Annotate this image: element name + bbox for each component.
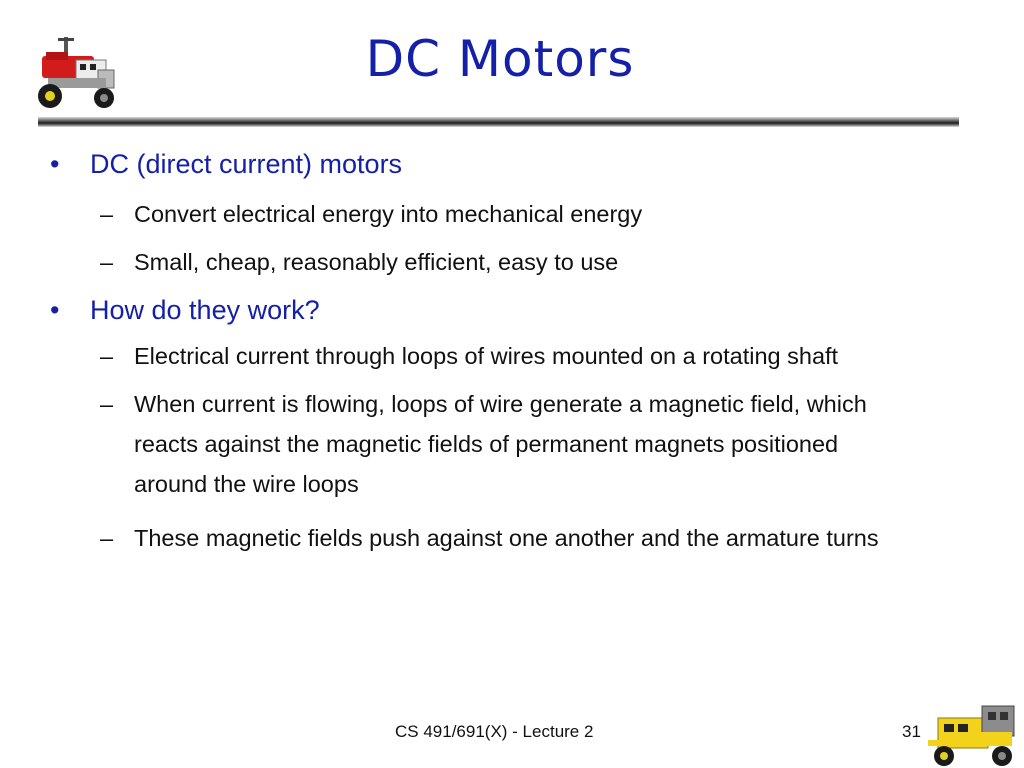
sub-bullet-item [50,518,970,558]
bullet-dot: • [50,149,60,179]
sub-bullet-dash: – [100,391,114,417]
page-number: 31 [902,722,921,741]
sub-bullet-dash: – [100,525,114,551]
sub-bullet-text: Small, cheap, reasonably efficient, easy to use [134,249,619,275]
sub-bullet-dash: – [100,343,114,369]
bullet-text: How do they work? [90,295,320,325]
sub-bullet-item [50,336,970,376]
sub-bullet-text: These magnetic fields push against one another and the armature turns [134,525,879,551]
slide-body [50,146,970,558]
title-divider [38,117,959,127]
bullet-dot: • [50,295,60,325]
sub-bullet-text: When current is flowing, loops of wire generate a magnetic field, which reacts against the magnetic fields of permanent magnets positioned around the wire loops [134,391,867,497]
bullet-item [50,146,970,182]
sub-bullet-dash: – [100,201,114,227]
bullet-item [50,292,970,328]
lego-robot-red-icon [28,34,124,114]
bullet-text: DC (direct current) motors [90,149,403,179]
slide-title: DC Motors [365,30,635,88]
lego-robot-yellow-icon [928,696,1024,768]
footer-course: CS 491/691(X) - Lecture 2 [395,722,594,741]
sub-bullet-text: Electrical current through loops of wires mounted on a rotating shaft [134,343,839,369]
sub-bullet-dash: – [100,249,114,275]
sub-bullet-item [50,194,970,234]
sub-bullet-item [50,384,970,504]
sub-bullet-text: Convert electrical energy into mechanical energy [134,201,643,227]
sub-bullet-item [50,242,970,282]
